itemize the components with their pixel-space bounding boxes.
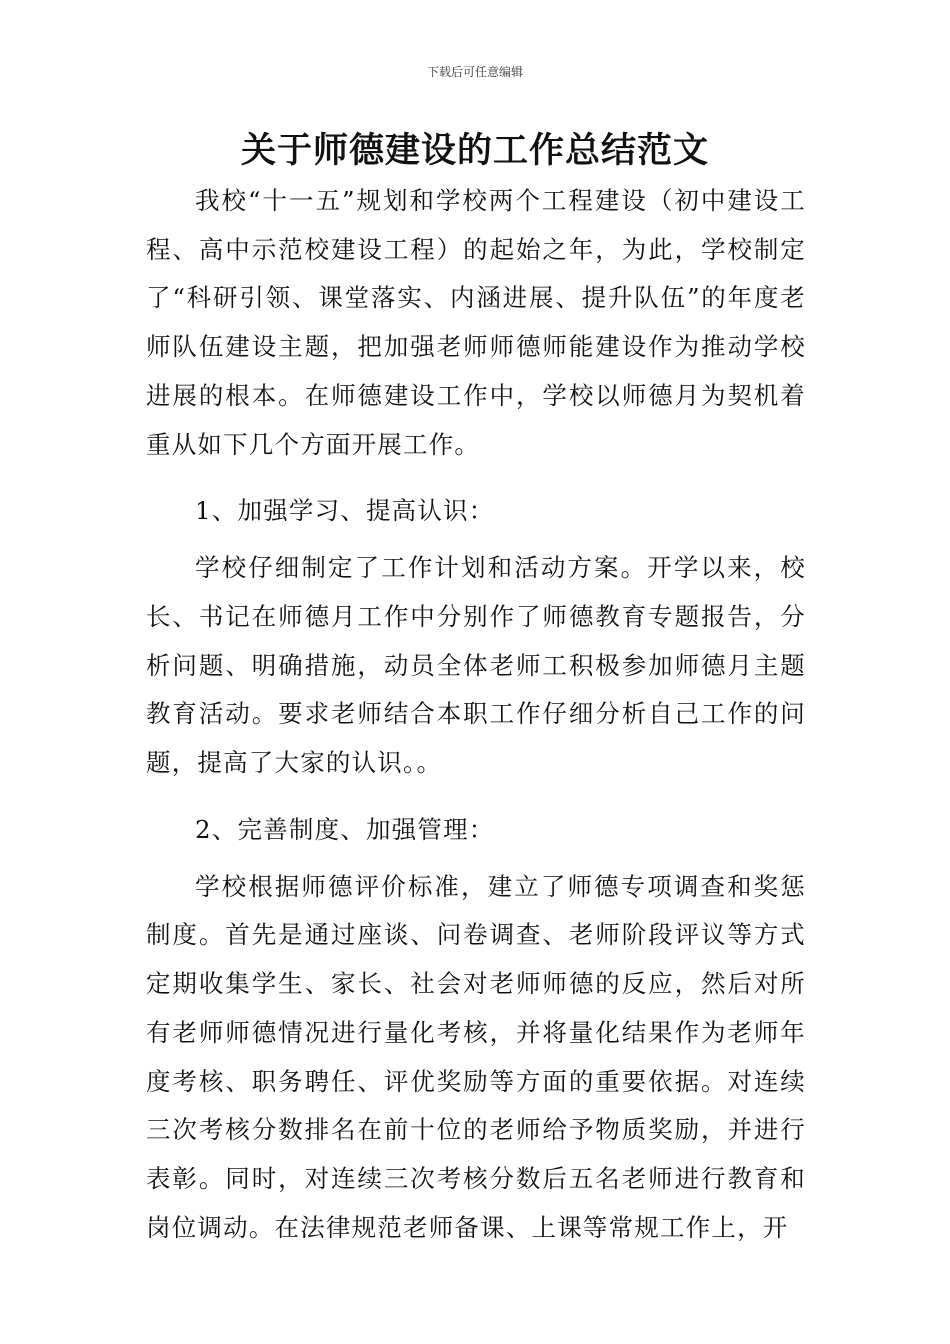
paragraph-system: 学校根据师德评价标准，建立了师德专项调查和奖惩制度。首先是通过座谈、问卷调查、老师阶段评议等方式定期收集学生、家长、社会对老师师德的反应，然后对所有老师师德情况进行量化考核，并将量化结果作为老师年度考核、职务聘任、评优奖励等方面的重要依据。对连续三次考核分数排名在前十位的老师给予物质奖励，并进行表彰。同时，对连续三次考核分数后五名老师进行教育和岗位调动。在法律规范老师备课、上课等常规工作上，开 — [146, 871, 806, 1242]
paragraph-intro: 我校“十一五”规划和学校两个工程建设（初中建设工程、高中示范校建设工程）的起始之年，为此，学校制定了“科研引领、课堂落实、内涵进展、提升队伍”的年度老师队伍建设主题，把加强老师师德师能建设作为推动学校进展的根本。在师德建设工作中，学校以师德月为契机着重从如下几个方面开展工作。 — [146, 186, 806, 459]
document-title: 关于师德建设的工作总结范文 — [240, 131, 709, 171]
section-heading-1: 1、加强学习、提高认识： — [195, 496, 495, 526]
section-heading-2: 2、完善制度、加强管理： — [195, 814, 495, 844]
document-body — [146, 177, 806, 1252]
header-note: 下载后可任意编辑 — [426, 65, 523, 79]
paragraph-study: 学校仔细制定了工作计划和活动方案。开学以来，校长、书记在师德月工作中分别作了师德教育专题报告，分析问题、明确措施，动员全体老师工积极参加师德月主题教育活动。要求老师结合本职工作仔细分析自己工作的问题，提高了大家的认识。。 — [146, 553, 806, 778]
